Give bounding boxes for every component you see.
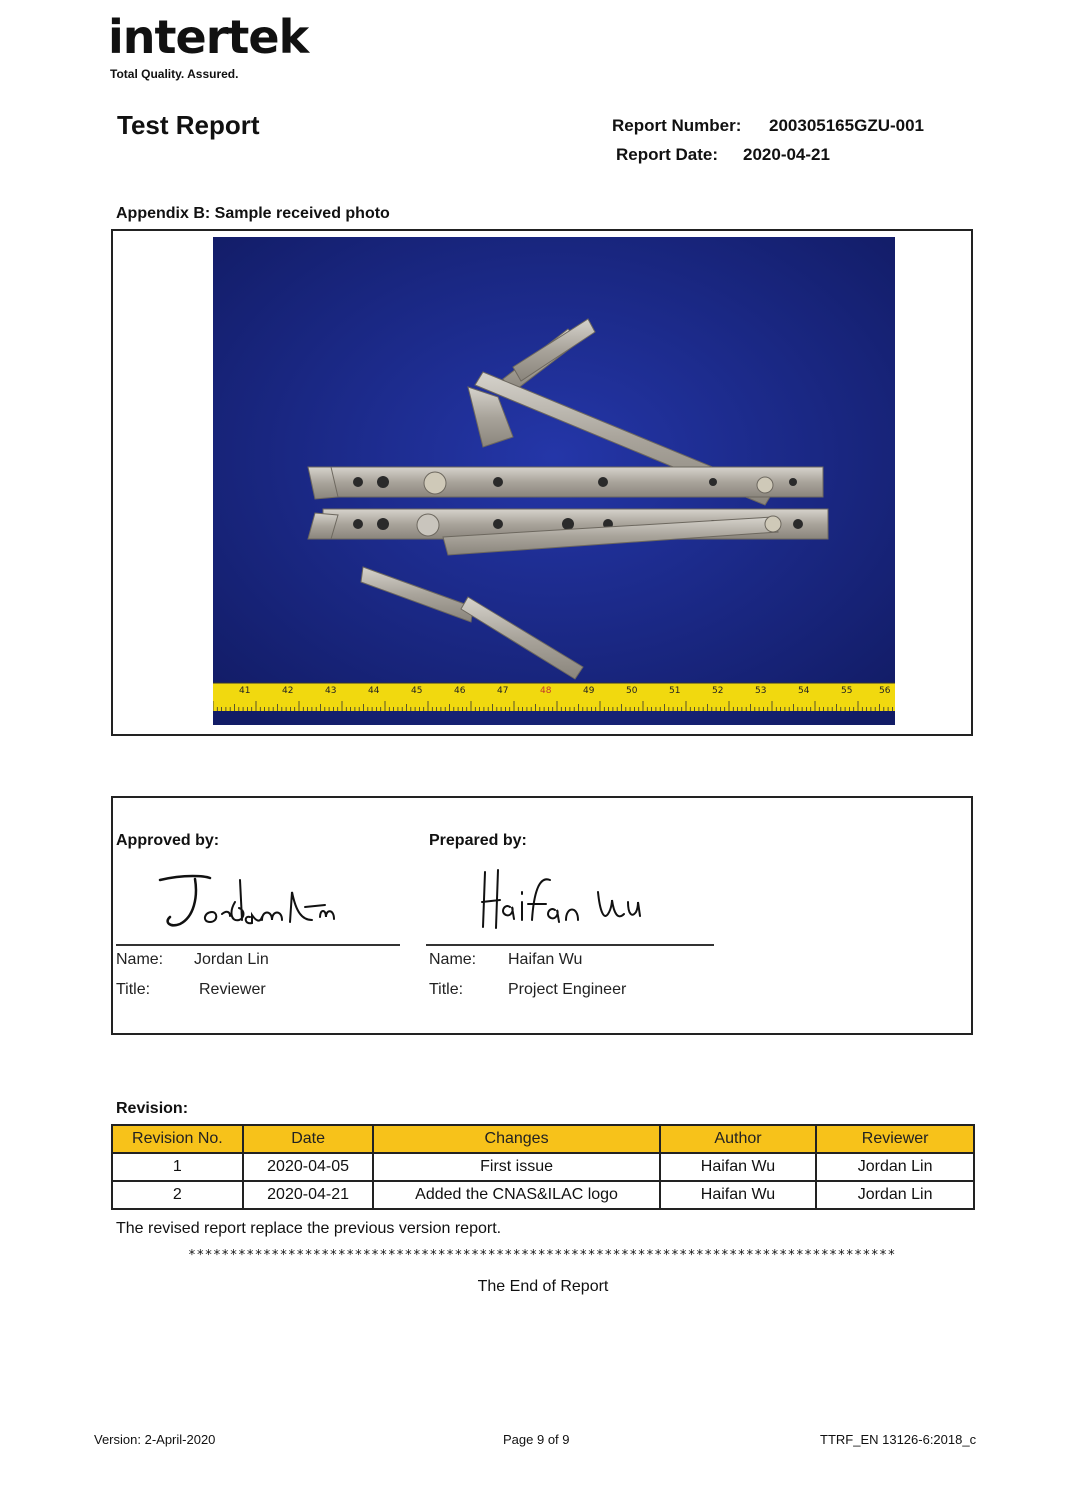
approved-name-label: Name: bbox=[116, 951, 164, 968]
prepared-title-label: Title: bbox=[429, 981, 464, 998]
revision-note: The revised report replace the previous version report. bbox=[116, 1220, 502, 1237]
table-cell: Jordan Lin bbox=[816, 1181, 974, 1209]
footer-version: Version: 2-April-2020 bbox=[94, 1432, 216, 1447]
ruler-number: 55 bbox=[841, 686, 853, 696]
revision-heading: Revision: bbox=[116, 1100, 189, 1117]
ruler-number: 53 bbox=[755, 686, 767, 696]
ruler-number: 41 bbox=[239, 686, 251, 696]
upper-pivot bbox=[424, 472, 446, 494]
report-date-value: 2020-04-21 bbox=[743, 145, 830, 164]
ruler-number: 46 bbox=[454, 686, 466, 696]
ruler-number: 43 bbox=[325, 686, 337, 696]
signature-haifan-wu bbox=[470, 862, 650, 937]
approved-signature-line bbox=[116, 944, 400, 946]
col-header-revision-no: Revision No. bbox=[112, 1125, 243, 1153]
upper-rail bbox=[328, 467, 823, 497]
separator-stars: ************************************************************************************* bbox=[188, 1248, 896, 1263]
table-cell: 2020-04-05 bbox=[243, 1153, 374, 1181]
logo-tagline: Total Quality. Assured. bbox=[110, 67, 239, 81]
col-header-changes: Changes bbox=[373, 1125, 659, 1153]
table-cell: 2 bbox=[112, 1181, 243, 1209]
ruler-number: 45 bbox=[411, 686, 423, 696]
prepared-name-label: Name: bbox=[429, 951, 477, 968]
ruler-number: 54 bbox=[798, 686, 810, 696]
col-header-date: Date bbox=[243, 1125, 374, 1153]
report-number-value: 200305165GZU-001 bbox=[769, 116, 925, 135]
table-cell: Haifan Wu bbox=[660, 1153, 817, 1181]
ruler-number: 49 bbox=[583, 686, 595, 696]
col-header-author: Author bbox=[660, 1125, 817, 1153]
ruler-number: 52 bbox=[712, 686, 724, 696]
sample-photo bbox=[213, 237, 895, 725]
signature-jordan-lin bbox=[150, 862, 340, 937]
ruler-number: 56 bbox=[879, 686, 891, 696]
table-header-row bbox=[112, 1125, 974, 1153]
appendix-heading: Appendix B: Sample received photo bbox=[116, 205, 390, 222]
footer-form-code: TTRF_EN 13126-6:2018_c bbox=[820, 1432, 977, 1447]
page-title: Test Report bbox=[117, 110, 260, 140]
prepared-title: Project Engineer bbox=[508, 981, 627, 998]
table-row bbox=[112, 1153, 974, 1181]
prepared-by-heading: Prepared by: bbox=[429, 832, 527, 849]
approved-title: Reviewer bbox=[199, 981, 266, 998]
footer-page-number: Page 9 of 9 bbox=[503, 1432, 570, 1447]
table-cell: 2020-04-21 bbox=[243, 1181, 374, 1209]
prepared-name: Haifan Wu bbox=[508, 951, 583, 968]
lower-pivot bbox=[417, 514, 439, 536]
ruler-number: 48 bbox=[540, 686, 552, 696]
ruler-number: 42 bbox=[282, 686, 294, 696]
approved-by-heading: Approved by: bbox=[116, 832, 220, 849]
col-header-reviewer: Reviewer bbox=[816, 1125, 974, 1153]
table-cell: Jordan Lin bbox=[816, 1153, 974, 1181]
tape-measure bbox=[213, 683, 895, 711]
prepared-signature-line bbox=[426, 944, 714, 946]
table-cell: Added the CNAS&ILAC logo bbox=[373, 1181, 659, 1209]
approved-name: Jordan Lin bbox=[194, 951, 269, 968]
table-cell: First issue bbox=[373, 1153, 659, 1181]
end-of-report: The End of Report bbox=[477, 1278, 609, 1295]
ruler-number: 50 bbox=[626, 686, 638, 696]
ruler-number: 47 bbox=[497, 686, 509, 696]
report-number-label: Report Number: bbox=[612, 116, 742, 135]
approved-title-label: Title: bbox=[116, 981, 151, 998]
table-cell: 1 bbox=[112, 1153, 243, 1181]
table-cell: Haifan Wu bbox=[660, 1181, 817, 1209]
ruler-number: 51 bbox=[669, 686, 681, 696]
revision-table bbox=[111, 1124, 975, 1210]
ruler-number: 44 bbox=[368, 686, 380, 696]
report-date-label: Report Date: bbox=[616, 145, 719, 164]
table-row bbox=[112, 1181, 974, 1209]
intertek-logo: intertek bbox=[108, 10, 309, 64]
